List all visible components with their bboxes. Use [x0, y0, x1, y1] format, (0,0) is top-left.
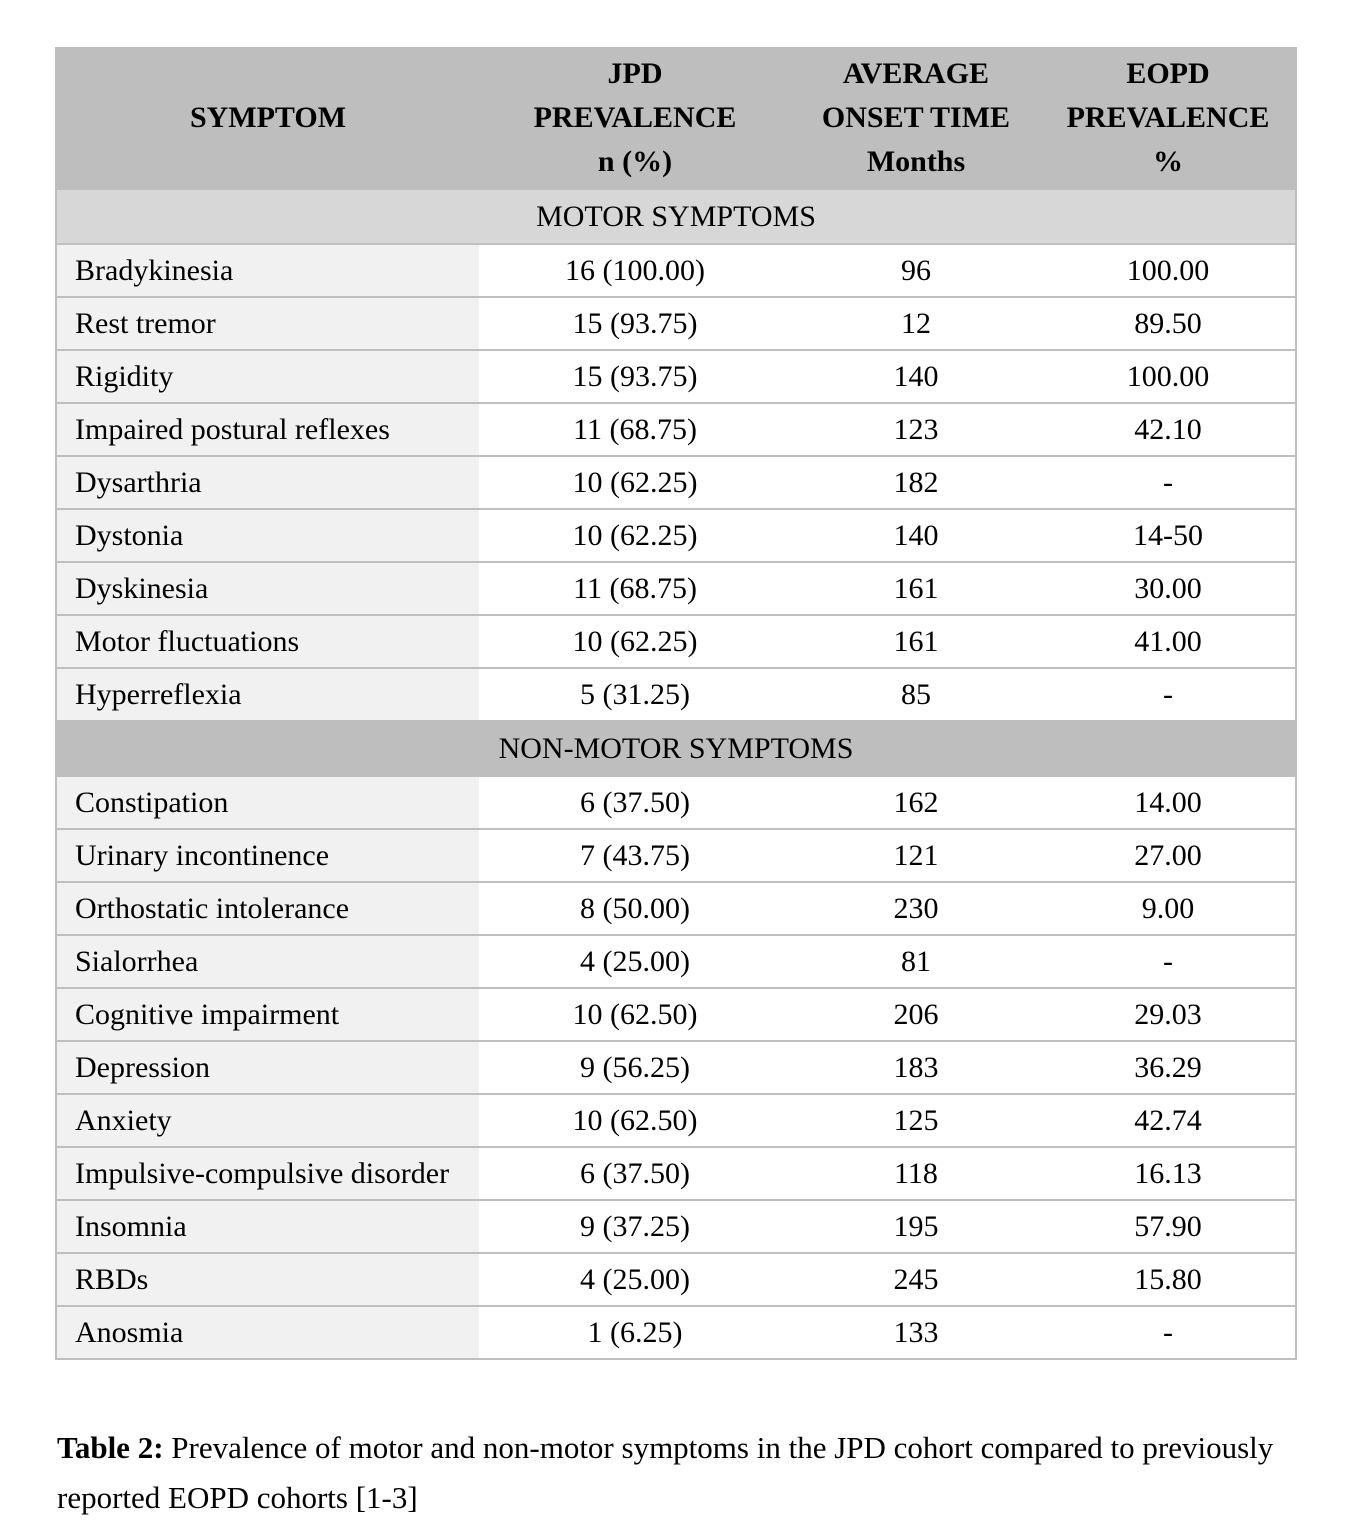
header-line: %: [1153, 144, 1183, 178]
jpd-prevalence-cell: 10 (62.25): [479, 509, 791, 562]
table-row: [56, 1041, 1296, 1094]
caption-line1: Prevalence of motor and non-motor symptoms in the JPD cohort compared to previously: [171, 1430, 1274, 1465]
jpd-prevalence-cell: 9 (56.25): [479, 1041, 791, 1094]
symptom-cell: Dyskinesia: [56, 562, 479, 615]
jpd-prevalence-cell: 1 (6.25): [479, 1306, 791, 1359]
table-row: [56, 297, 1296, 350]
jpd-prevalence-cell: 8 (50.00): [479, 882, 791, 935]
symptom-cell: Impulsive-compulsive disorder: [56, 1147, 479, 1200]
table-row: [56, 1306, 1296, 1359]
onset-time-cell: 12: [791, 297, 1041, 350]
symptom-cell: RBDs: [56, 1253, 479, 1306]
symptom-cell: Depression: [56, 1041, 479, 1094]
table-row: [56, 882, 1296, 935]
eopd-prevalence-cell: 14.00: [1041, 776, 1296, 829]
eopd-prevalence-cell: 42.74: [1041, 1094, 1296, 1147]
header-line: AVERAGE: [842, 56, 990, 90]
onset-time-cell: 133: [791, 1306, 1041, 1359]
table-row: [56, 935, 1296, 988]
header-line: PREVALENCE: [533, 100, 737, 134]
symptom-cell: Rest tremor: [56, 297, 479, 350]
symptom-cell: Bradykinesia: [56, 244, 479, 297]
onset-time-cell: 125: [791, 1094, 1041, 1147]
eopd-prevalence-cell: 100.00: [1041, 244, 1296, 297]
table-row: [56, 829, 1296, 882]
table-body: [56, 189, 1296, 1359]
header-row: [56, 47, 1296, 189]
jpd-prevalence-cell: 10 (62.25): [479, 456, 791, 509]
table-row: [56, 668, 1296, 721]
jpd-prevalence-cell: 10 (62.50): [479, 988, 791, 1041]
symptom-cell: Urinary incontinence: [56, 829, 479, 882]
jpd-prevalence-cell: 16 (100.00): [479, 244, 791, 297]
onset-time-cell: 140: [791, 509, 1041, 562]
header-cell: [791, 47, 1041, 189]
table-row: [56, 1200, 1296, 1253]
eopd-prevalence-cell: -: [1041, 456, 1296, 509]
header-line: SYMPTOM: [189, 100, 347, 134]
onset-time-cell: 123: [791, 403, 1041, 456]
symptom-cell: Dysarthria: [56, 456, 479, 509]
eopd-prevalence-cell: 15.80: [1041, 1253, 1296, 1306]
jpd-prevalence-cell: 6 (37.50): [479, 1147, 791, 1200]
header-line: JPD: [607, 56, 663, 90]
eopd-prevalence-cell: -: [1041, 668, 1296, 721]
onset-time-cell: 245: [791, 1253, 1041, 1306]
symptom-cell: Orthostatic intolerance: [56, 882, 479, 935]
eopd-prevalence-cell: 42.10: [1041, 403, 1296, 456]
symptom-cell: Sialorrhea: [56, 935, 479, 988]
header-line: n (%): [597, 144, 673, 178]
onset-time-cell: 162: [791, 776, 1041, 829]
header-line: EOPD: [1126, 56, 1210, 90]
table-row: [56, 615, 1296, 668]
header-line: ONSET TIME: [821, 100, 1011, 134]
symptoms-table: [55, 47, 1297, 1360]
onset-time-cell: 85: [791, 668, 1041, 721]
table-row: [56, 244, 1296, 297]
onset-time-cell: 118: [791, 1147, 1041, 1200]
onset-time-cell: 161: [791, 562, 1041, 615]
onset-time-cell: 121: [791, 829, 1041, 882]
eopd-prevalence-cell: 36.29: [1041, 1041, 1296, 1094]
table-row: [56, 403, 1296, 456]
onset-time-cell: 182: [791, 456, 1041, 509]
eopd-prevalence-cell: 29.03: [1041, 988, 1296, 1041]
jpd-prevalence-cell: 11 (68.75): [479, 403, 791, 456]
onset-time-cell: 96: [791, 244, 1041, 297]
symptom-cell: Cognitive impairment: [56, 988, 479, 1041]
eopd-prevalence-cell: -: [1041, 1306, 1296, 1359]
symptom-cell: Anxiety: [56, 1094, 479, 1147]
eopd-prevalence-cell: 30.00: [1041, 562, 1296, 615]
table-row: [56, 562, 1296, 615]
jpd-prevalence-cell: 4 (25.00): [479, 935, 791, 988]
onset-time-cell: 81: [791, 935, 1041, 988]
symptom-cell: Rigidity: [56, 350, 479, 403]
symptom-cell: Anosmia: [56, 1306, 479, 1359]
jpd-prevalence-cell: 9 (37.25): [479, 1200, 791, 1253]
onset-time-cell: 161: [791, 615, 1041, 668]
table-row: [56, 1094, 1296, 1147]
symptom-cell: Insomnia: [56, 1200, 479, 1253]
table-row: [56, 1147, 1296, 1200]
eopd-prevalence-cell: 41.00: [1041, 615, 1296, 668]
symptom-cell: Impaired postural reflexes: [56, 403, 479, 456]
table-row: [56, 456, 1296, 509]
header-cell: [1041, 47, 1296, 189]
symptom-cell: Motor fluctuations: [56, 615, 479, 668]
table-header: [56, 47, 1296, 189]
onset-time-cell: 183: [791, 1041, 1041, 1094]
jpd-prevalence-cell: 10 (62.25): [479, 615, 791, 668]
symptom-cell: Constipation: [56, 776, 479, 829]
section-header-row: [56, 721, 1296, 776]
caption-line2: reported EOPD cohorts [1-3]: [57, 1480, 418, 1515]
section-header-row: [56, 189, 1296, 244]
section-title: MOTOR SYMPTOMS: [56, 189, 1296, 244]
eopd-prevalence-cell: 89.50: [1041, 297, 1296, 350]
onset-time-cell: 140: [791, 350, 1041, 403]
onset-time-cell: 230: [791, 882, 1041, 935]
table-row: [56, 350, 1296, 403]
eopd-prevalence-cell: 16.13: [1041, 1147, 1296, 1200]
eopd-prevalence-cell: 14-50: [1041, 509, 1296, 562]
eopd-prevalence-cell: -: [1041, 935, 1296, 988]
table-row: [56, 1253, 1296, 1306]
table-row: [56, 776, 1296, 829]
jpd-prevalence-cell: 4 (25.00): [479, 1253, 791, 1306]
eopd-prevalence-cell: 27.00: [1041, 829, 1296, 882]
jpd-prevalence-cell: 15 (93.75): [479, 297, 791, 350]
table-row: [56, 509, 1296, 562]
header-line: PREVALENCE: [1066, 100, 1270, 134]
jpd-prevalence-cell: 6 (37.50): [479, 776, 791, 829]
eopd-prevalence-cell: 100.00: [1041, 350, 1296, 403]
eopd-prevalence-cell: 9.00: [1041, 882, 1296, 935]
table-wrap: [55, 47, 1295, 1360]
caption-label: Table 2:: [57, 1430, 164, 1465]
jpd-prevalence-cell: 10 (62.50): [479, 1094, 791, 1147]
symptom-cell: Hyperreflexia: [56, 668, 479, 721]
jpd-prevalence-cell: 7 (43.75): [479, 829, 791, 882]
onset-time-cell: 206: [791, 988, 1041, 1041]
jpd-prevalence-cell: 15 (93.75): [479, 350, 791, 403]
header-cell: [479, 47, 791, 189]
table-row: [56, 988, 1296, 1041]
jpd-prevalence-cell: 11 (68.75): [479, 562, 791, 615]
table-caption: [57, 1423, 1307, 1523]
header-line: Months: [866, 144, 966, 178]
section-title: NON-MOTOR SYMPTOMS: [56, 721, 1296, 776]
symptom-cell: Dystonia: [56, 509, 479, 562]
onset-time-cell: 195: [791, 1200, 1041, 1253]
jpd-prevalence-cell: 5 (31.25): [479, 668, 791, 721]
header-cell: [56, 47, 479, 189]
eopd-prevalence-cell: 57.90: [1041, 1200, 1296, 1253]
